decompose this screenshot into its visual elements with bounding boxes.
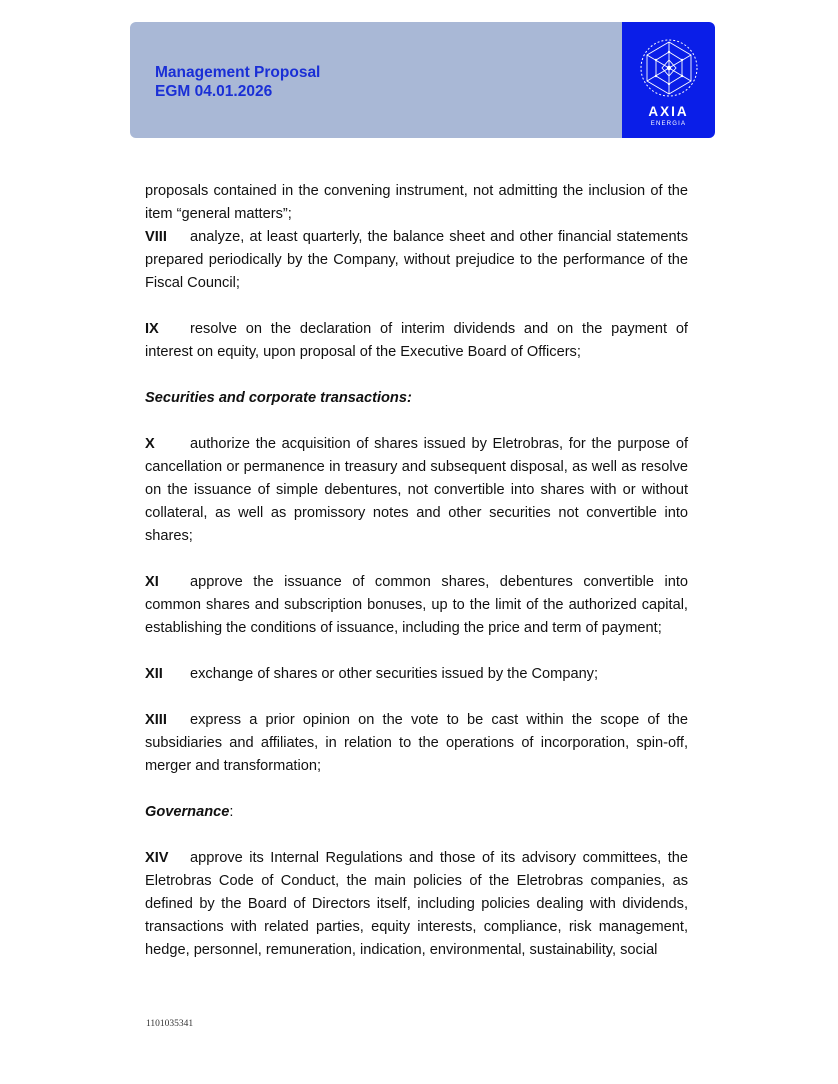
item-text: authorize the acquisition of shares issued by Eletrobras, for the purpose of cancellation or permanence in treasury and subsequent disposal, as well as resolve on the issuance of simple debentures, not convertible into shares with or without collateral, as well as promissory notes and other securities not convertible into shares; [145,436,688,544]
item-xii [145,663,688,686]
item-ix [145,318,688,364]
item-text: exchange of shares or other securities issued by the Company; [190,666,599,682]
item-text: approve the issuance of common shares, debentures convertible into common shares and subscription bonuses, up to the limit of the authorized capital, establishing the conditions of issuance, including the price and term of payment; [145,574,688,636]
axia-logo [622,22,715,138]
title-line-1: Management Proposal [155,64,321,81]
item-text: analyze, at least quarterly, the balance sheet and other financial statements prepared periodically by the Company, without prejudice to the performance of the Fiscal Council; [145,229,688,291]
item-label: XII [145,666,163,682]
item-label: IX [145,321,159,337]
header-band [130,22,622,138]
item-label: XIV [145,850,169,866]
item-text: approve its Internal Regulations and those of its advisory committees, the Eletrobras Code of Conduct, the main policies of the Eletrobras companies, as defined by the Board of Directors itself, including policies dealing with dividends, transactions with related parties, equity interests, compliance, risk management, hedge, personnel, remuneration, indication, environmental, sustainability, social [145,850,688,958]
globe-logo-icon [639,38,699,98]
item-xiv [145,847,688,962]
logo-wordmark: AXIA [648,104,689,119]
governance-heading-colon: : [229,804,234,820]
item-viii [145,226,688,295]
item-label: XIII [145,712,167,728]
item-xiii [145,709,688,778]
document-body [145,180,688,962]
paragraph-continued: proposals contained in the convening instrument, not admitting the inclusion of the item “general matters”; [145,183,688,222]
document-title [155,63,320,101]
item-text: express a prior opinion on the vote to be cast within the scope of the subsidiaries and affiliates, in relation to the operations of incorporation, spin-off, merger and transformation; [145,712,688,774]
item-xi [145,571,688,640]
item-label: XI [145,574,159,590]
section-heading-governance [145,801,688,824]
item-label: VIII [145,229,167,245]
document-id: 1101035341 [146,1019,194,1029]
item-x [145,433,688,548]
item-label: X [145,436,155,452]
logo-subtitle: ENERGIA [650,121,687,127]
title-line-2: EGM 04.01.2026 [155,83,273,100]
item-text: resolve on the declaration of interim dividends and on the payment of interest on equity, upon proposal of the Executive Board of Officers; [145,321,688,360]
section-heading-securities: Securities and corporate transactions: [145,390,412,406]
governance-heading-text: Governance [145,804,230,820]
